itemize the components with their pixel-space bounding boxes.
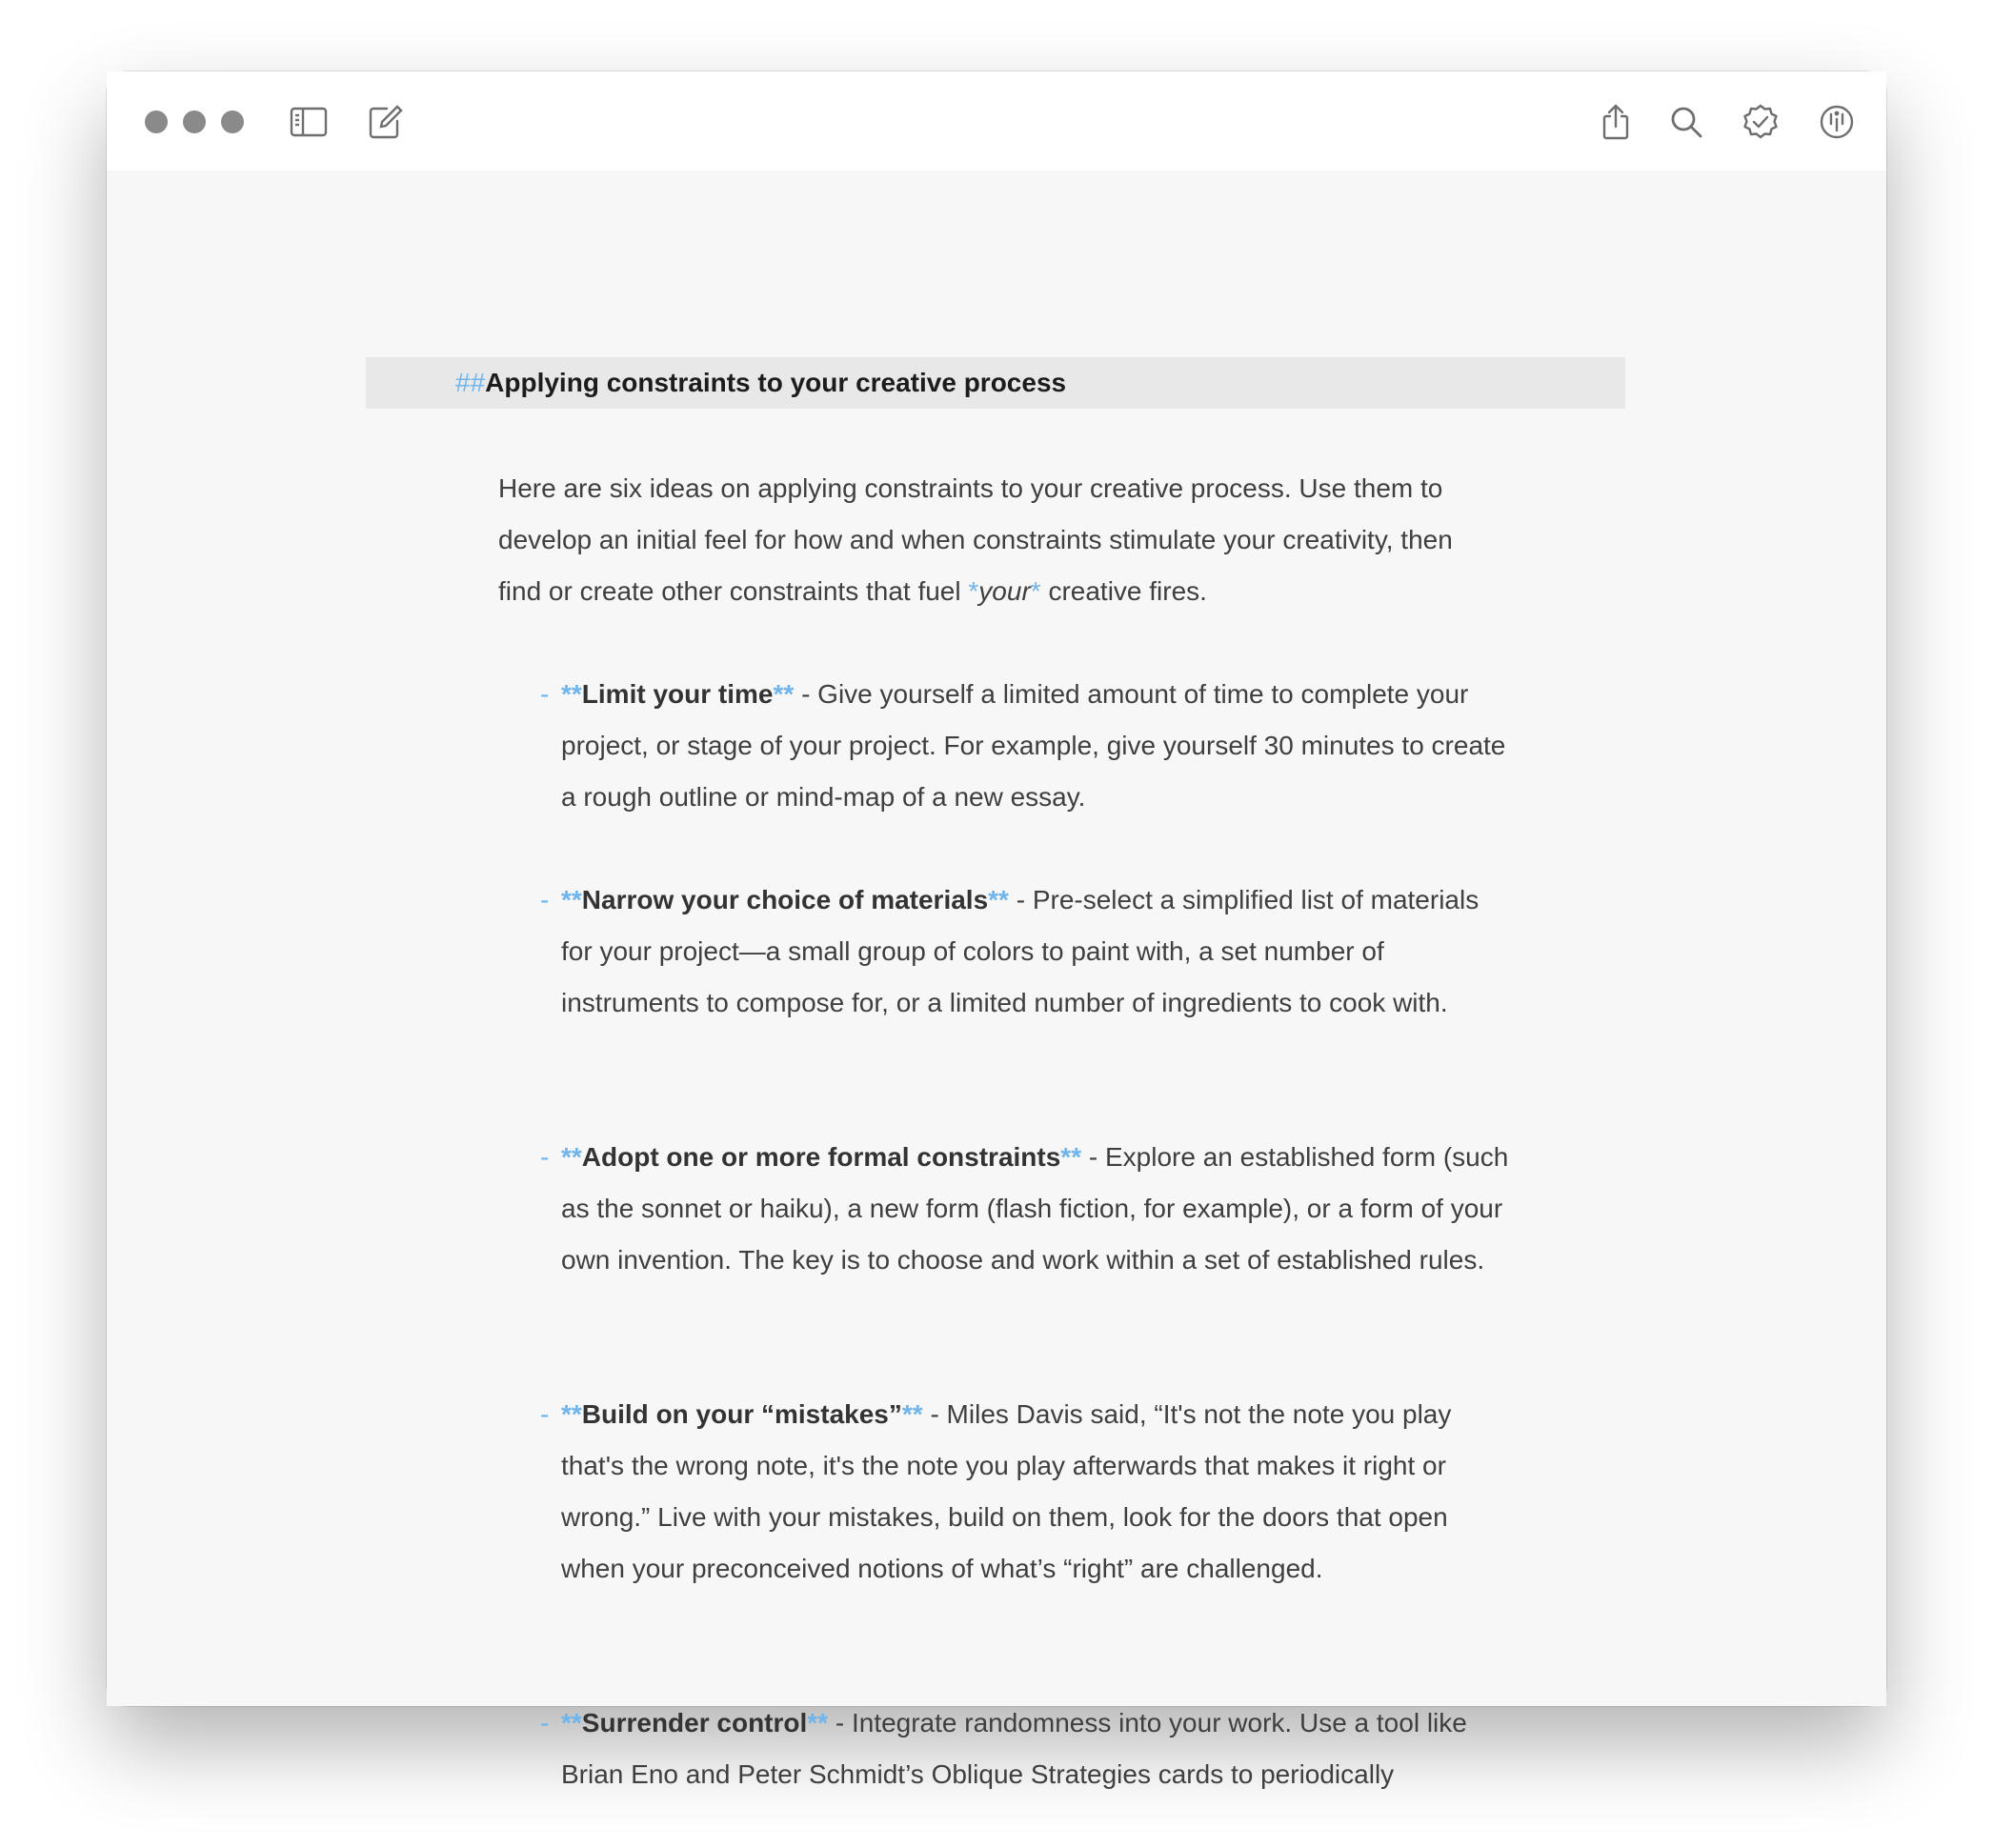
emphasis-marker: * — [968, 576, 979, 606]
heading-marker: ## — [455, 368, 486, 397]
bold-marker: ** — [901, 1399, 923, 1429]
list-item-title: Build on your “mistakes” — [581, 1399, 902, 1429]
bold-marker: ** — [561, 1708, 582, 1738]
intro-text-end: creative fires. — [1040, 576, 1207, 606]
list-marker: - — [540, 1142, 550, 1172]
list-item-title: Narrow your choice of materials — [581, 885, 989, 914]
bold-marker: ** — [561, 1142, 582, 1172]
info-stats-icon[interactable] — [1818, 103, 1856, 141]
bold-marker: ** — [561, 679, 582, 709]
bold-marker: ** — [807, 1708, 829, 1738]
list-item-text: - Explore an established form (such as the sonnet or haiku), a new form (flash fiction, for example), or a form of your own invention. The key is to choose and work within a set of established rules. — [561, 1142, 1509, 1275]
zoom-window-button[interactable] — [221, 110, 244, 133]
search-icon[interactable] — [1667, 103, 1705, 141]
app-window — [107, 71, 1886, 1789]
list-item-text: - Miles Davis said, “It's not the note you play that's the wrong note, it's the note you play afterwards that makes it right or wrong.” Live with your mistakes, build on them, look for the doors that open when your preconceived notions of what’s “right” are challenged. — [561, 1399, 1452, 1583]
share-icon[interactable] — [1597, 103, 1635, 141]
emphasis-marker: * — [1030, 576, 1041, 606]
list-marker: - — [540, 1399, 550, 1429]
bold-marker: ** — [988, 885, 1009, 914]
bold-marker: ** — [561, 885, 582, 914]
list-item[interactable] — [540, 1697, 1514, 1800]
minimize-window-button[interactable] — [183, 110, 206, 133]
list-item-title: Adopt one or more formal constraints — [581, 1142, 1061, 1172]
bold-marker: ** — [773, 679, 795, 709]
list-marker: - — [540, 1708, 550, 1738]
verified-badge-icon[interactable] — [1741, 103, 1780, 141]
list-item-text: - Integrate randomness into your work. Use a tool like Brian Eno and Peter Schmidt’s Oblique Strategies cards to periodically — [561, 1708, 1467, 1789]
list-item[interactable] — [540, 1132, 1514, 1286]
list-item-title: Limit your time — [581, 679, 774, 709]
intro-text: Here are six ideas on applying constraints to your creative process. Use them to develop an initial feel for how and when constraints stimulate your creativity, then find or create other constraints that fuel — [498, 473, 1453, 606]
emphasis-text: your — [978, 576, 1031, 606]
sidebar-toggle-icon[interactable] — [290, 103, 328, 141]
toolbar — [107, 71, 1886, 171]
list-marker: - — [540, 679, 550, 709]
heading-text: Applying constraints to your creative process — [485, 368, 1067, 397]
list-item[interactable] — [540, 669, 1514, 823]
list-item-text: - Pre-select a simplified list of materials for your project—a small group of colors to paint with, a set number of instruments to compose for, or a limited number of ingredients to cook with. — [561, 885, 1480, 1017]
list-item[interactable] — [540, 874, 1514, 1029]
bold-marker: ** — [561, 1399, 582, 1429]
list-item[interactable] — [540, 1389, 1514, 1595]
intro-paragraph[interactable] — [498, 463, 1489, 617]
document-heading[interactable] — [455, 357, 1066, 409]
compose-icon[interactable] — [366, 103, 404, 141]
list-item-text: - Give yourself a limited amount of time to complete your project, or stage of your project. For example, give yourself 30 minutes to create a rough outline or mind-map of a new essay. — [561, 679, 1506, 812]
close-window-button[interactable] — [145, 110, 168, 133]
list-item-title: Surrender control — [581, 1708, 808, 1738]
list-marker: - — [540, 885, 550, 914]
editor-area[interactable] — [107, 171, 1886, 1789]
bold-marker: ** — [1060, 1142, 1082, 1172]
